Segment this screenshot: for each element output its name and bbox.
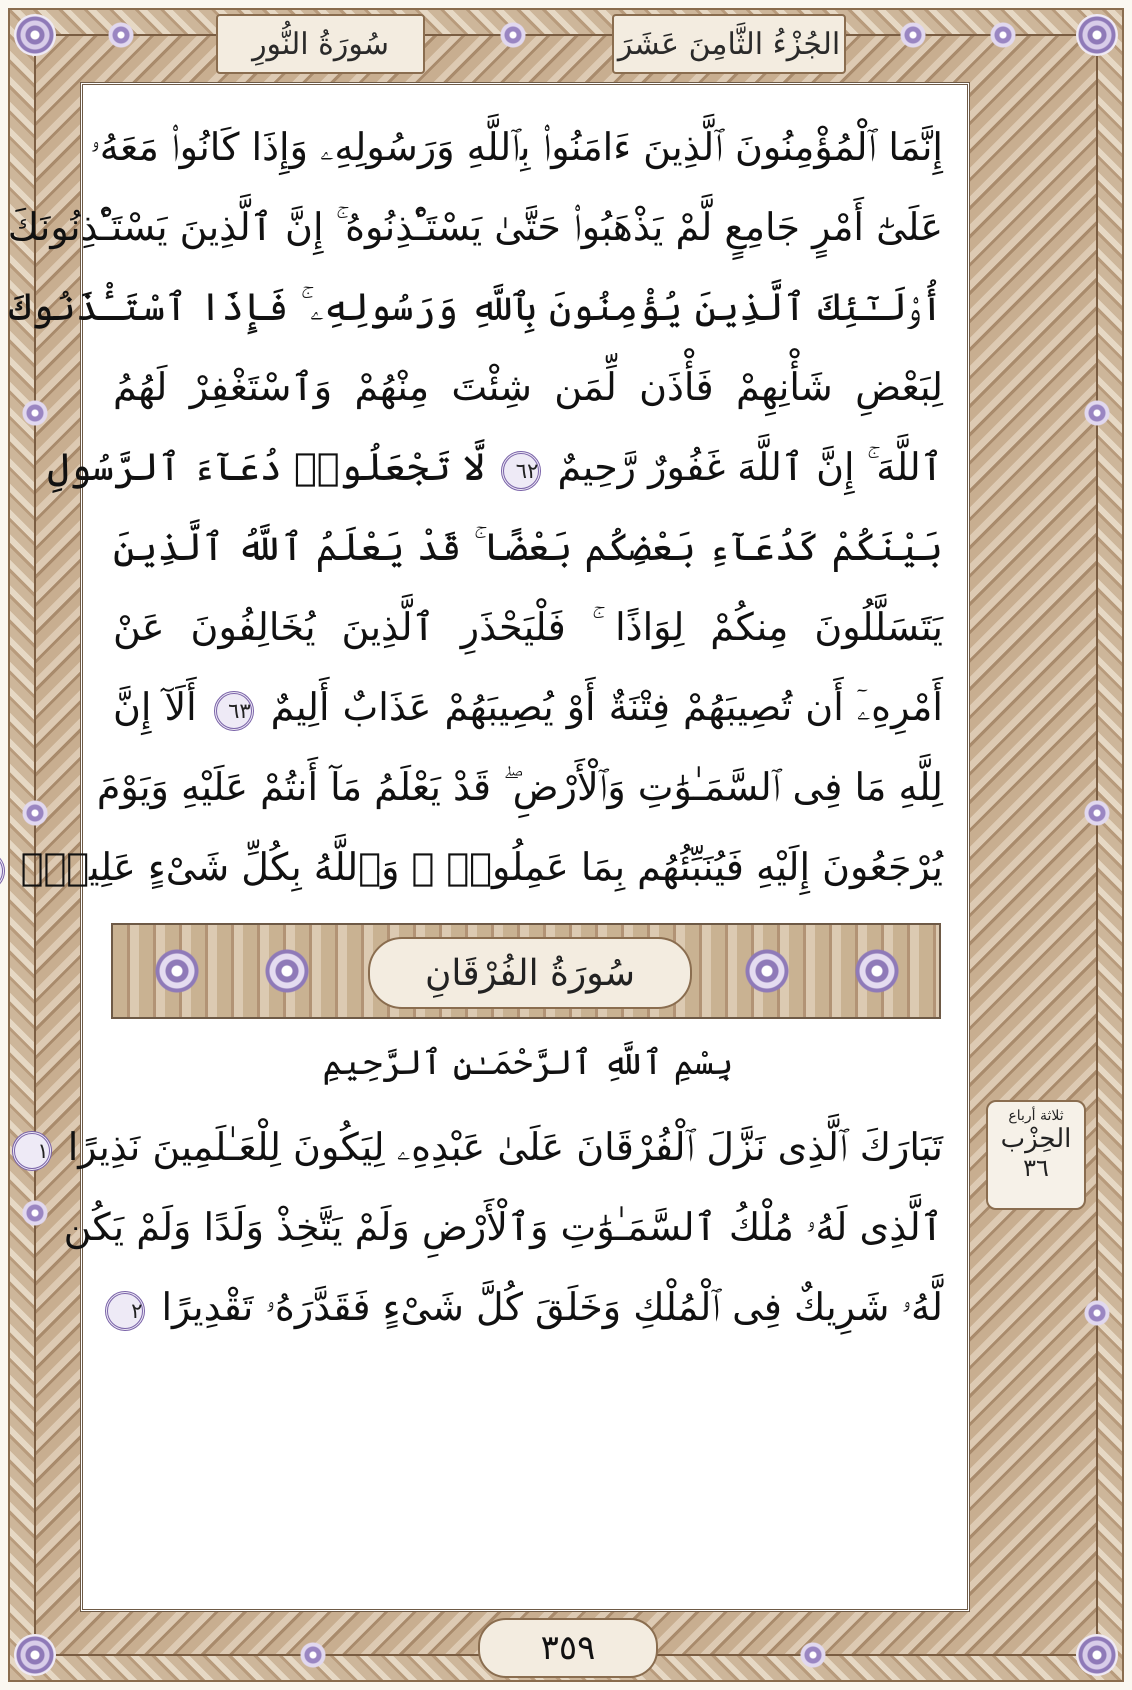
hizb-quarter-label: ثلاثة أرباع (1008, 1108, 1064, 1124)
border-flower-icon (990, 22, 1016, 48)
border-flower-icon (500, 22, 526, 48)
text-panel (7, 82, 970, 1612)
corner-rosette-icon (14, 14, 56, 56)
verse-line: أَمْرِهِۦٓ أَن تُصِيبَهُمْ فِتْنَةٌ أَوْ يُصِيبَهُمْ عَذَابٌ أَلِيمٌ ٦٣ أَلَآ إِنَّ (113, 685, 943, 729)
surah-title-banner (111, 923, 941, 1019)
verse-line: لَّهُۥ شَرِيكٌ فِى ٱلْمُلْكِ وَخَلَقَ كُلَّ شَىْءٍ فَقَدَّرَهُۥ تَقْدِيرًا ٢ (113, 1275, 943, 1339)
corner-rosette-icon (1076, 14, 1118, 56)
border-flower-icon (108, 22, 134, 48)
hizb-word: الحِزْب (1000, 1124, 1072, 1154)
border-flower-icon (1084, 800, 1110, 826)
verse-number-marker: ١ (12, 1131, 52, 1171)
banner-flower-icon (263, 947, 311, 995)
juz-name-header: الجُزْءُ الثَّامِنَ عَشَرَ (612, 14, 846, 74)
banner-flower-icon (743, 947, 791, 995)
verse-line: لِلَّهِ مَا فِى ٱلسَّمَـٰوَٰتِ وَٱلْأَرْضِ ۖ قَدْ يَعْلَمُ مَآ أَنتُمْ عَلَيْهِ وَيَوْمَ (96, 765, 943, 809)
verse-line: إِنَّمَا ٱلْمُؤْمِنُونَ ٱلَّذِينَ ءَامَنُوا۟ بِٱللَّهِ وَرَسُولِهِۦ وَإِذَا كَانُوا۟ مَعَهُۥ (90, 125, 943, 169)
border-flower-icon (300, 1642, 326, 1668)
banner-flower-icon (153, 947, 201, 995)
verse-line: عَلَىٰٓ أَمْرٍ جَامِعٍ لَّمْ يَذْهَبُوا۟ حَتَّىٰ يَسْتَـْٔذِنُوهُ ۚ إِنَّ ٱلَّذِينَ يَسْتَـْٔذِنُونَكَ (7, 205, 943, 249)
verse-line: يَتَسَلَّلُونَ مِنكُمْ لِوَاذًا ۚ فَلْيَحْذَرِ ٱلَّذِينَ يُخَالِفُونَ عَنْ (113, 605, 943, 649)
verse-number-marker: ٦٣ (214, 691, 254, 731)
border-flower-icon (22, 1200, 48, 1226)
verse-line: يُرْجَعُونَ إِلَيْهِ فَيُنَبِّئُهُم بِمَا عَمِلُوا۟ ۗ وَٱللَّهُ بِكُلِّ شَىْءٍ عَلِيمٌۢ (113, 835, 943, 899)
border-flower-icon (1084, 1300, 1110, 1326)
hizb-marker (986, 1100, 1086, 1210)
border-flower-icon (800, 1642, 826, 1668)
verse-number-marker: ٦٢ (501, 451, 541, 491)
hizb-number: ٣٦ (1023, 1154, 1049, 1182)
border-flower-icon (22, 800, 48, 826)
banner-flower-icon (853, 947, 901, 995)
verse-line: أُو۟لَـٰٓئِكَ ٱلَّذِينَ يُؤْمِنُونَ بِٱللَّهِ وَرَسُولِهِۦ ۚ فَإِذَا ٱسْتَـْٔذَنُوكَ (9, 285, 943, 329)
verse-number-marker: ٢ (105, 1291, 145, 1331)
verse-line: بَيْنَكُمْ كَدُعَآءِ بَعْضِكُم بَعْضًا ۚ قَدْ يَعْلَمُ ٱللَّهُ ٱلَّذِينَ (113, 525, 943, 569)
surah-name-header: سُورَةُ النُّورِ (216, 14, 425, 74)
verse-line: ٱللَّهَ ۚ إِنَّ ٱللَّهَ غَفُورٌ رَّحِيمٌ ٦٢ لَّا تَجْعَلُوا۟ دُعَآءَ ٱلرَّسُولِ (47, 445, 943, 489)
basmala: بِسْمِ ٱللَّهِ ٱلرَّحْمَـٰنِ ٱلرَّحِيمِ (322, 1043, 734, 1083)
border-flower-icon (900, 22, 926, 48)
corner-rosette-icon (1076, 1634, 1118, 1676)
border-flower-icon (1084, 400, 1110, 426)
verse-line: لِبَعْضِ شَأْنِهِمْ فَأْذَن لِّمَن شِئْتَ مِنْهُمْ وَٱسْتَغْفِرْ لَهُمُ (113, 365, 943, 409)
verse-line: تَبَارَكَ ٱلَّذِى نَزَّلَ ٱلْفُرْقَانَ عَلَىٰ عَبْدِهِۦ لِيَكُونَ لِلْعَـٰلَمِينَ نَذِيرًا ١ (113, 1115, 943, 1179)
corner-rosette-icon (14, 1634, 56, 1676)
verse-number-marker (0, 851, 5, 891)
verse-line: ٱلَّذِى لَهُۥ مُلْكُ ٱلسَّمَـٰوَٰتِ وَٱلْأَرْضِ وَلَمْ يَتَّخِذْ وَلَدًا وَلَمْ يَكُن (63, 1205, 943, 1249)
surah-title: سُورَةُ الفُرْقَانِ (368, 937, 692, 1009)
border-flower-icon (22, 400, 48, 426)
page-number: ٣٥٩ (478, 1618, 658, 1678)
